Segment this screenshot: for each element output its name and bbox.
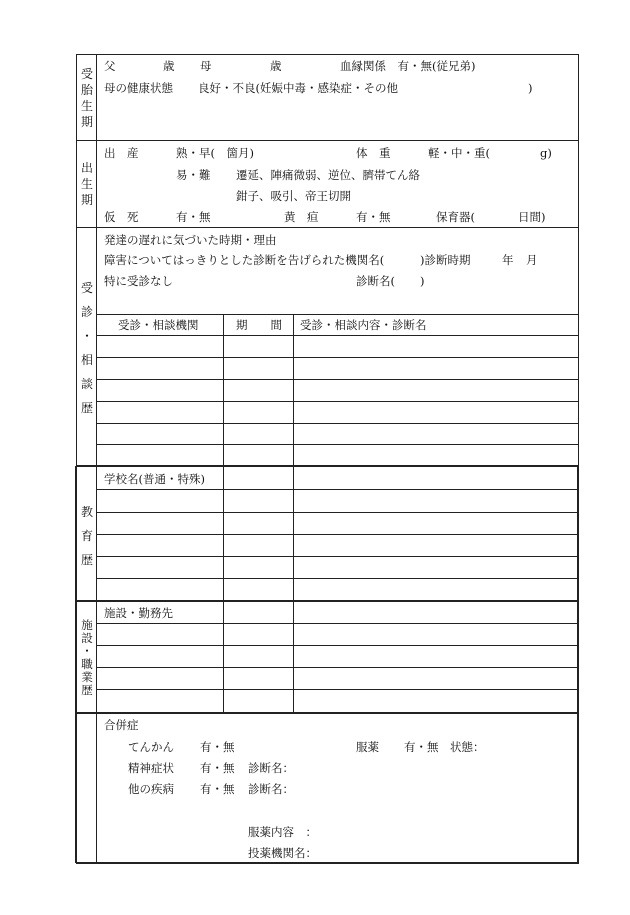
fac-col-1 — [223, 601, 224, 712]
edu-row-line — [96, 489, 578, 490]
father-label: 父 — [104, 59, 116, 73]
mother-health-options: 良好・不良(妊娠中毒・感染症・その他 — [198, 81, 398, 95]
other-disease-diagnosis: 診断名： — [248, 782, 294, 796]
diagnosis-time-label: )診断時期 — [420, 253, 471, 267]
incubator-days: 日間) — [518, 210, 546, 224]
consult-row-line — [96, 423, 578, 424]
medication-content-label: 服薬内容 ： — [248, 825, 317, 839]
mother-health-label: 母の健康状態 — [104, 81, 173, 95]
frame-top — [76, 54, 578, 55]
jaundice-label: 黄 疸 — [284, 210, 319, 224]
divider-birth — [76, 227, 578, 228]
edu-row-line — [96, 556, 578, 557]
edu-row-line — [96, 512, 578, 513]
section-label-birth: 出 生 期 — [80, 161, 93, 207]
no-consultation-label: 特に受診なし — [104, 274, 173, 288]
complications-title: 合併症 — [104, 718, 139, 732]
frame-left-thick — [75, 466, 77, 863]
section-label-education: 教 育 歴 — [80, 505, 93, 567]
other-disease-label: 他の疾病 — [128, 782, 174, 796]
medication-options: 有・無 状態： — [404, 740, 485, 754]
consult-col-1 — [223, 314, 224, 465]
mother-age-label: 歳 — [270, 59, 282, 73]
epilepsy-options: 有・無 — [200, 740, 235, 754]
delivery-complications: 遷延、陣痛微弱、逆位、臍帯てん絡 — [236, 168, 420, 182]
frame-right-thick — [577, 466, 579, 863]
epilepsy-label: てんかん — [128, 740, 174, 754]
edu-row-line — [96, 534, 578, 535]
weight-options: 軽・中・重( — [428, 146, 490, 160]
fac-row-line — [96, 623, 578, 624]
kinship-field: 血縁関係 有・無(従兄弟) — [340, 59, 476, 73]
fac-row-line — [96, 689, 578, 690]
diagnosis-name-label: 診断名( — [356, 274, 395, 288]
asphyxia-label: 仮 死 — [104, 210, 139, 224]
prescriber-label: 投薬機関名： — [248, 846, 317, 860]
asphyxia-options: 有・無 — [176, 210, 211, 224]
edu-col-2 — [293, 466, 294, 600]
mother-label: 母 — [200, 59, 212, 73]
frame-bottom — [76, 862, 579, 864]
other-disease-options: 有・無 — [200, 782, 235, 796]
diagnosis-year: 年 — [502, 253, 514, 267]
psychiatric-label: 精神症状 — [128, 761, 174, 775]
psychiatric-diagnosis: 診断名： — [248, 761, 294, 775]
diagnosis-month: 月 — [526, 253, 538, 267]
consult-row-line — [96, 357, 578, 358]
edu-row-line — [96, 578, 578, 579]
consult-header-institution: 受診・相談機関 — [118, 318, 199, 332]
school-name-label: 学校名(普通・特殊) — [104, 472, 205, 486]
weight-label: 体 重 — [356, 146, 391, 160]
weight-unit: g) — [540, 146, 552, 160]
consult-header-period: 期 間 — [236, 318, 282, 332]
fac-row-line — [96, 667, 578, 668]
delivery-label: 出 産 — [104, 146, 139, 160]
edu-col-1 — [223, 466, 224, 600]
consult-row-line — [96, 401, 578, 402]
noticed-label: 発達の遅れに気づいた時期・理由 — [104, 233, 277, 247]
fac-row-line — [96, 645, 578, 646]
jaundice-options: 有・無 — [356, 210, 391, 224]
incubator-label: 保育器( — [436, 210, 475, 224]
psychiatric-options: 有・無 — [200, 761, 235, 775]
fac-col-2 — [293, 601, 294, 712]
section-label-facility: 施 設 ・ 職 業 歴 — [81, 618, 93, 697]
divider-facility — [76, 712, 579, 714]
consult-col-2 — [293, 314, 294, 465]
medication-label: 服薬 — [356, 740, 379, 754]
section-label-consultation: 受 診 ・ 相 談 歴 — [80, 281, 93, 415]
diagnosis-told-label: 障害についてはっきりとした診断を告げられた機関名( — [104, 253, 385, 267]
consult-row-line — [96, 444, 578, 445]
label-column-divider — [96, 54, 97, 863]
facility-label: 施設・勤務先 — [104, 606, 173, 620]
consult-row-line — [96, 335, 578, 336]
consult-header-content: 受診・相談内容・診断名 — [300, 318, 427, 332]
delivery-assist: 鉗子、吸引、帝王切開 — [236, 189, 351, 203]
term-options: 熟・早( 箇月) — [176, 146, 254, 160]
mother-health-close: ) — [528, 81, 533, 95]
section-label-prenatal: 受 胎 生 期 — [80, 67, 93, 129]
diagnosis-name-close: ) — [420, 274, 425, 288]
father-age-label: 歳 — [163, 59, 175, 73]
delivery-ease: 易・難 — [176, 168, 211, 182]
divider-prenatal — [76, 140, 578, 141]
divider-consultation — [76, 465, 579, 467]
consult-row-line — [96, 379, 578, 380]
divider-education — [76, 600, 579, 602]
consult-table-top — [96, 314, 578, 315]
